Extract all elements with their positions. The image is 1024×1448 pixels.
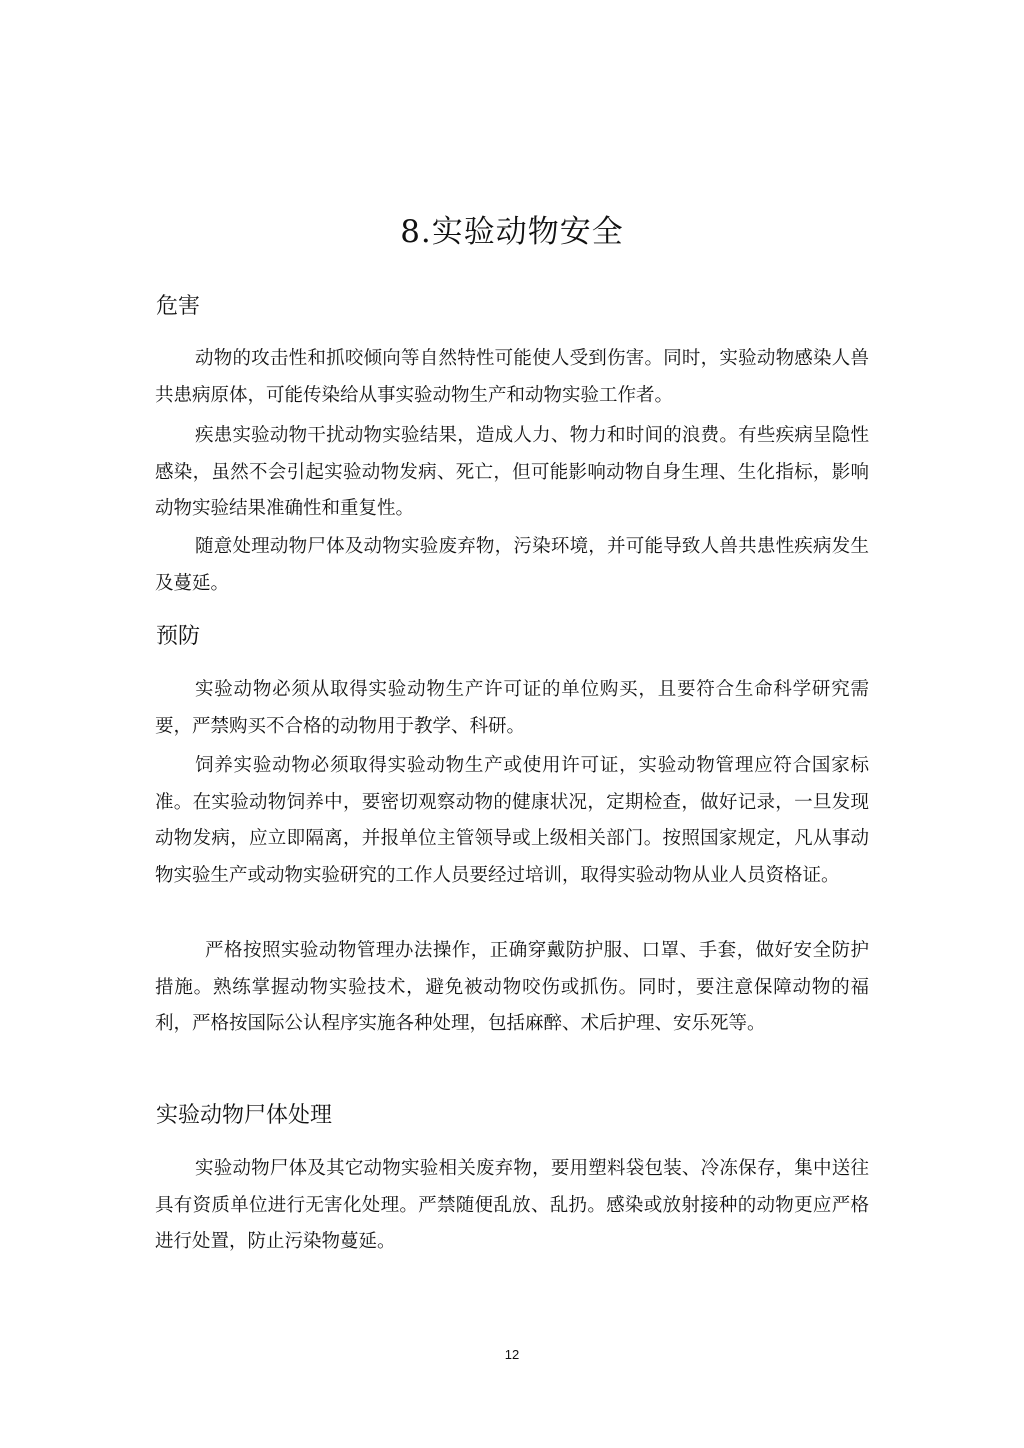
prevention-paragraph-2: 饲养实验动物必须取得实验动物生产或使用许可证，实验动物管理应符合国家标准。在实验动物饲养中，要密切观察动物的健康状况，定期检查，做好记录，一旦发现动物发病，应立即隔离，并报单位主管领导或上级相关部门。按照国家规定，凡从事动物实验生产或动物实验研究的工作人员要经过培训，取得实验动物从业人员资格证。 <box>155 755 869 886</box>
hazards-paragraph-3: 随意处理动物尸体及动物实验废弃物，污染环境，并可能导致人兽共患性疾病发生及蔓延。 <box>155 536 869 594</box>
prevention-paragraph-1: 实验动物必须从取得实验动物生产许可证的单位购买，且要符合生命科学研究需要，严禁购买不合格的动物用于教学、科研。 <box>155 679 869 737</box>
carcass-disposal-paragraph-1: 实验动物尸体及其它动物实验相关废弃物，要用塑料袋包装、冷冻保存，集中送往具有资质单位进行无害化处理。严禁随便乱放、乱扔。感染或放射接种的动物更应严格进行处置，防止污染物蔓延。 <box>155 1158 869 1252</box>
section-heading-hazards: 危害 <box>156 294 201 319</box>
hazards-paragraph-1: 动物的攻击性和抓咬倾向等自然特性可能使人受到伤害。同时，实验动物感染人兽共患病原体，可能传染给从事实验动物生产和动物实验工作者。 <box>155 348 869 406</box>
page-number: 12 <box>504 1347 520 1362</box>
page-title: 8.实验动物安全 <box>400 214 624 250</box>
prevention-paragraph-3: 严格按照实验动物管理办法操作，正确穿戴防护服、口罩、手套，做好安全防护措施。熟练掌握动物实验技术，避免被动物咬伤或抓伤。同时，要注意保障动物的福利，严格按国际公认程序实施各种处理，包括麻醉、术后护理、安乐死等。 <box>155 940 869 1034</box>
section-heading-carcass-disposal: 实验动物尸体处理 <box>156 1103 333 1128</box>
section-heading-prevention: 预防 <box>156 624 201 649</box>
hazards-paragraph-2: 疾患实验动物干扰动物实验结果，造成人力、物力和时间的浪费。有些疾病呈隐性感染，虽然不会引起实验动物发病、死亡，但可能影响动物自身生理、生化指标，影响动物实验结果准确性和重复性。 <box>155 425 869 519</box>
